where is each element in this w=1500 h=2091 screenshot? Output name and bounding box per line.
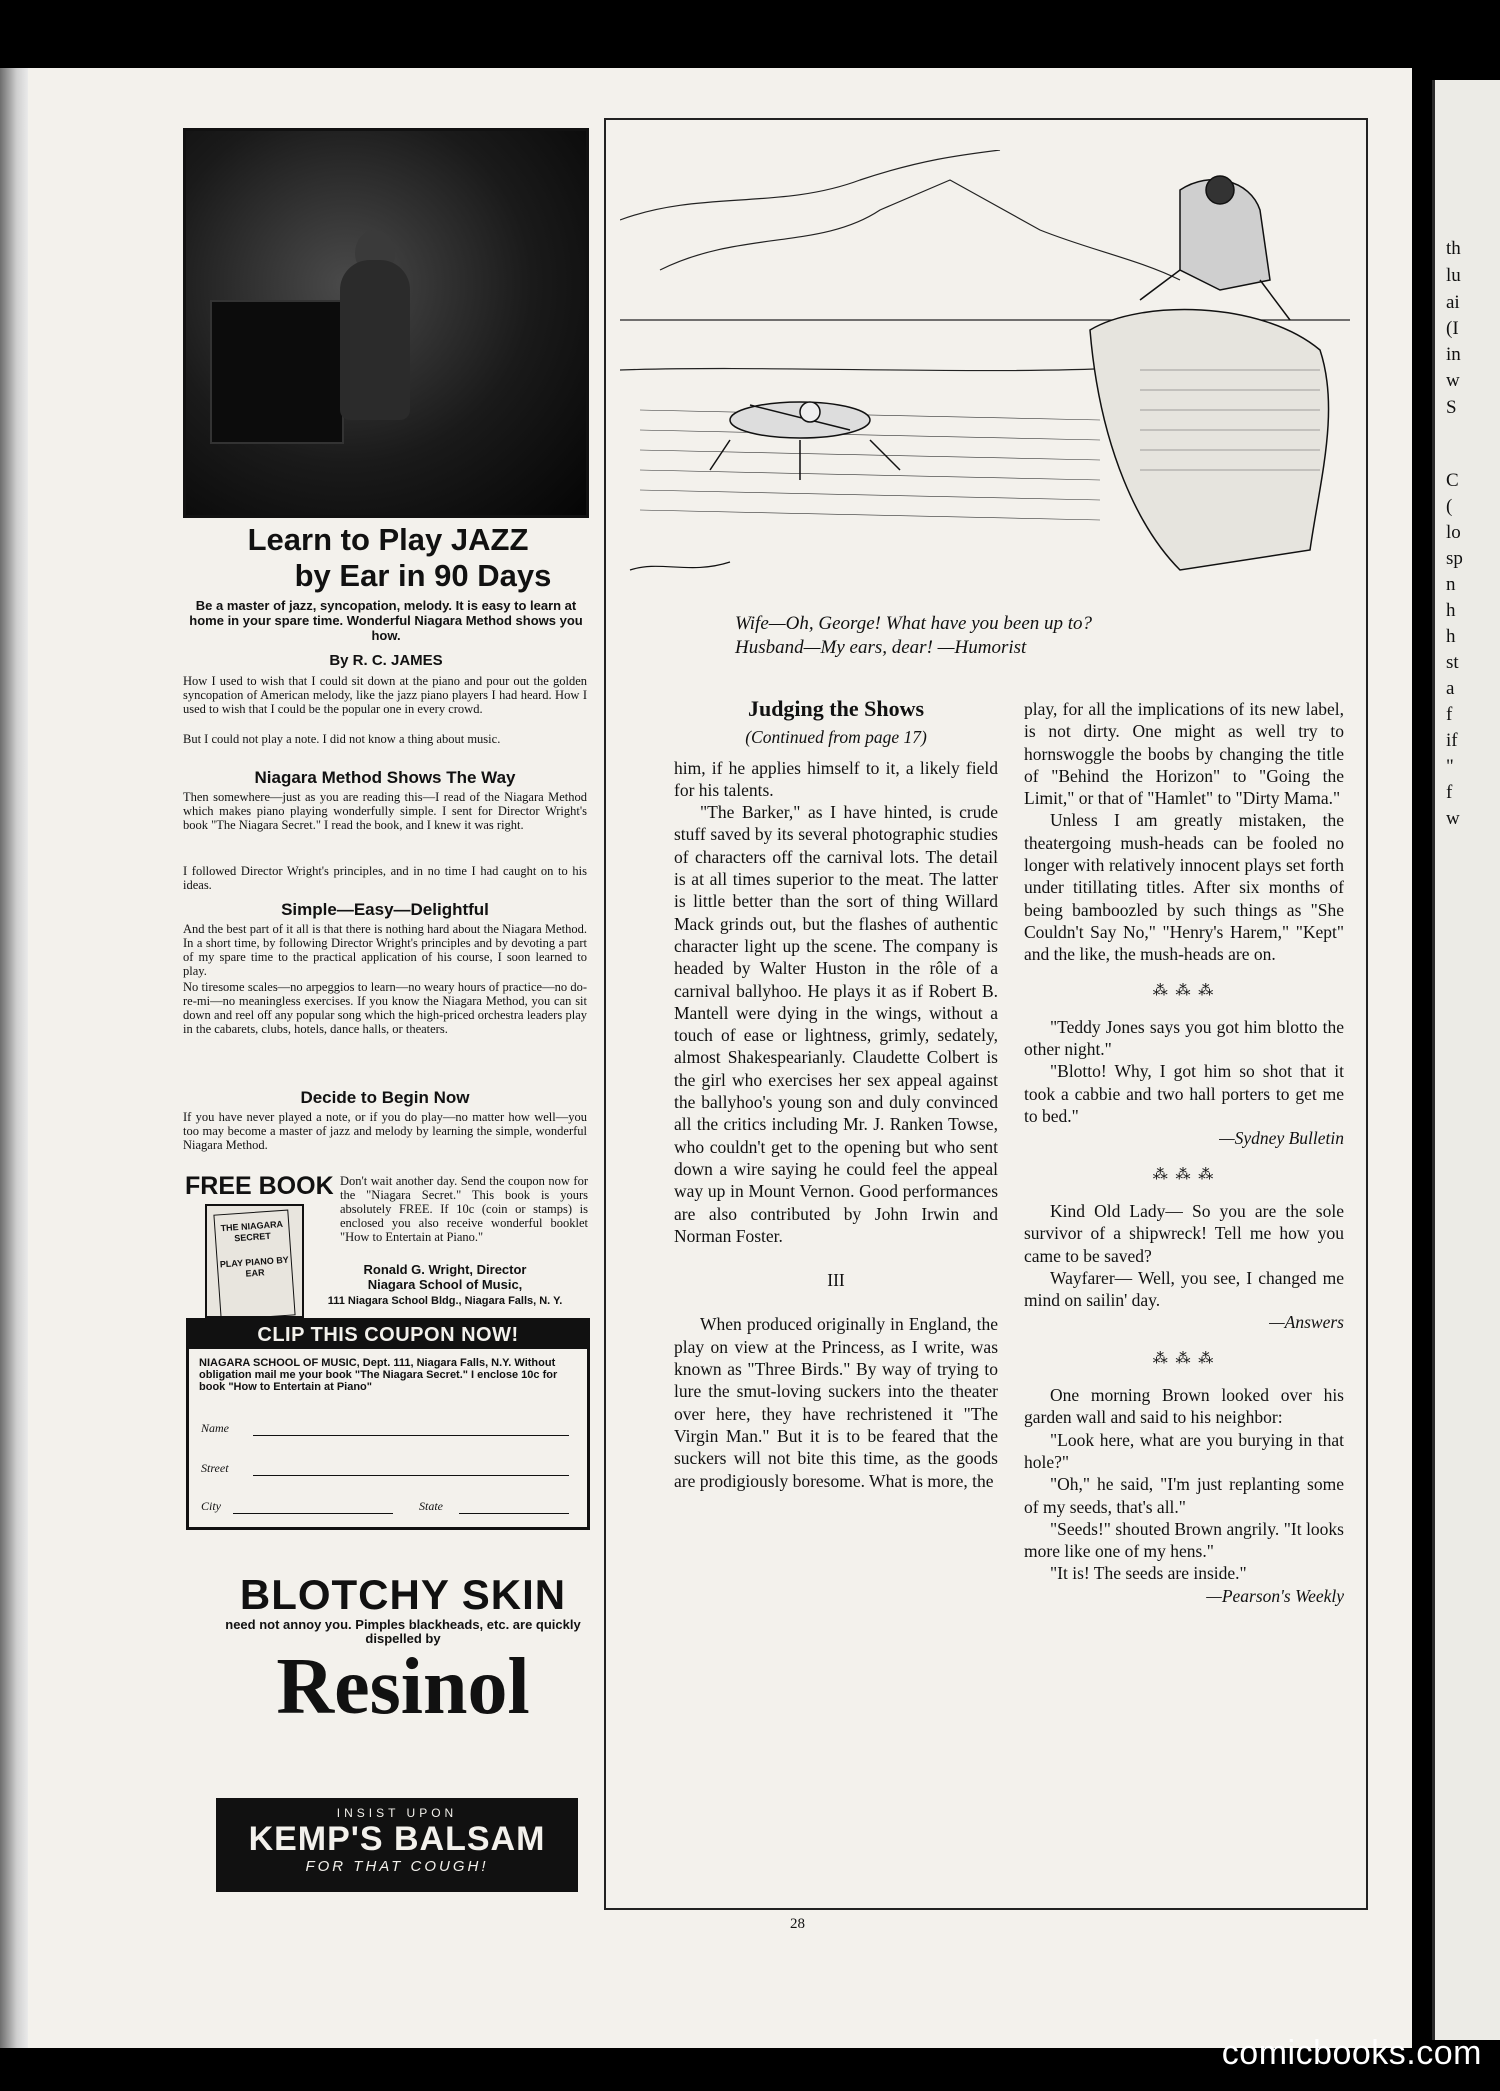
resinol-tagline: need not annoy you. Pimples blackheads, etc. are quickly dispelled by <box>225 1617 581 1646</box>
piano-illustration <box>210 300 344 444</box>
director-name: Ronald G. Wright, Director <box>363 1262 527 1277</box>
fragment: in <box>1446 344 1461 365</box>
ad-paragraph: Then somewhere—just as you are reading this—I read of the Niagara Method which makes piano playing wonderfully simple. I sent for Director Wright's book "The Niagara Secret." I read the book, and I knew it was right. <box>183 790 587 832</box>
pianist-figure <box>340 260 410 420</box>
facing-page <box>1432 80 1500 2040</box>
section-number: III <box>827 1270 845 1291</box>
niagara-secret-book-icon <box>205 1204 304 1318</box>
section-divider: ⁂ ⁂ ⁂ <box>1152 1166 1216 1183</box>
joke-line: "Seeds!" shouted Brown angrily. "It looks more like one of my hens." <box>1024 1518 1344 1562</box>
article-paragraph: play, for all the implications of its new label, is not dirty. One might as well try to hornswoggle the boobs by changing the title of "Behind the Horizon" to "Going the Limit," or that of "Hamlet" to "Dirty Mama." <box>1024 699 1344 809</box>
article-column-2 <box>1024 698 1344 1607</box>
section-divider: ⁂ ⁂ ⁂ <box>1152 1350 1216 1367</box>
joke-source: —Pearson's Weekly <box>1206 1585 1344 1606</box>
fragment: th <box>1446 238 1461 259</box>
jazz-ad-byline: By R. C. JAMES <box>329 652 443 669</box>
ad-paragraph: How I used to wish that I could sit down at the piano and pour out the golden syncopation of American melody, like the jazz piano players I had heard. How I used to wish that I could be the popular one in every crowd. <box>183 674 587 716</box>
fragment: h <box>1446 600 1456 621</box>
book-title: THE NIAGARA SECRET <box>220 1218 284 1244</box>
fragment: w <box>1446 808 1460 829</box>
fragment: if <box>1446 730 1458 751</box>
cartoon-illustration <box>620 150 1350 595</box>
joke-line: Wayfarer— Well, you see, I changed me mind on sailin' day. <box>1024 1267 1344 1311</box>
joke-source: —Answers <box>1269 1312 1344 1333</box>
book-subtitle: PLAY PIANO BY EAR <box>219 1254 290 1279</box>
joke-line: "Blotto! Why, I got him so shot that it took a cabbie and two hall porters to get me to bed." <box>1024 1061 1344 1127</box>
fragment: st <box>1446 652 1459 673</box>
resinol-ad <box>222 1572 584 1740</box>
ad-subheading: Decide to Begin Now <box>300 1088 470 1107</box>
kemp-bottom-line: FOR THAT COUGH! <box>305 1858 489 1875</box>
street-field[interactable] <box>253 1475 569 1476</box>
state-field[interactable] <box>459 1513 569 1514</box>
article-column-1 <box>674 698 998 1492</box>
article-paragraph: Unless I am greatly mistaken, the theatergoing mush-heads can be fooled no longer with relatively innocent plays set forth under titillating titles. After six months of being bamboozled by such things as "She Couldn't Say No," "Henry's Harem," "Kept" and the like, the mush-heads are on. <box>1024 810 1344 965</box>
joke-line: One morning Brown looked over his garden wall and said to his neighbor: <box>1024 1385 1344 1428</box>
section-divider: ⁂ ⁂ ⁂ <box>1152 982 1216 999</box>
ad-paragraph: And the best part of it all is that there is nothing hard about the Niagara Method. In a short time, by following Director Wright's principles and by devoting a part of my spare time to the practical application of his course, I soon learned to play. <box>183 922 587 978</box>
name-field[interactable] <box>253 1435 569 1436</box>
fragment: (I <box>1446 318 1459 339</box>
jazz-ad-title <box>178 522 598 594</box>
coupon-text: NIAGARA SCHOOL OF MUSIC, Dept. 111, Niagara Falls, N.Y. Without obligation mail me your book "The Niagara Secret." I enclose 10c for book "How to Entertain at Piano" <box>199 1357 558 1393</box>
joke-line: "Teddy Jones says you got him blotto the other night." <box>1024 1016 1344 1060</box>
fragment: n <box>1446 574 1456 595</box>
title-line-1: Learn to Play JAZZ <box>247 522 529 557</box>
city-label: City <box>201 1499 221 1513</box>
name-label: Name <box>201 1421 229 1435</box>
title-line-2: by Ear in 90 Days <box>294 558 552 593</box>
kemp-top-line: INSIST UPON <box>336 1806 458 1820</box>
resinol-brand: Resinol <box>276 1643 530 1731</box>
street-label: Street <box>201 1461 229 1475</box>
ad-subheading: Simple—Easy—Delightful <box>281 900 489 919</box>
city-field[interactable] <box>233 1513 393 1514</box>
continued-note: (Continued from page 17) <box>745 727 927 748</box>
ad-paragraph: I followed Director Wright's principles, and in no time I had caught on to his ideas. <box>183 864 587 892</box>
school-name: Niagara School of Music, <box>367 1277 523 1292</box>
kemps-balsam-ad <box>216 1798 578 1892</box>
article-paragraph: him, if he applies himself to it, a likely field for his talents. <box>674 757 998 800</box>
fragment: w <box>1446 370 1460 391</box>
fragment: S <box>1446 397 1457 418</box>
free-book-label: FREE BOOK <box>185 1172 334 1200</box>
fragment: lu <box>1446 265 1461 286</box>
coupon-form[interactable] <box>186 1318 590 1530</box>
joke-line: "Oh," he said, "I'm just replanting some of my seeds, that's all." <box>1024 1474 1344 1517</box>
free-book-text: Don't wait another day. Send the coupon now for the "Niagara Secret." This book is yours absolutely FREE. If 10c (coin or stamps) is enclosed you also receive wonderful booklet "How to Entertain at Piano." <box>340 1174 588 1244</box>
book-spine <box>0 68 28 2048</box>
ad-subheading: Niagara Method Shows The Way <box>254 768 516 787</box>
ad-paragraph: No tiresome scales—no arpeggios to learn—no weary hours of practice—no do-re-mi—no meaningless exercises. If you know the Niagara Method, you can sit down and reel off any popular song which the high-priced orchestra leaders play in the cabarets, clubs, hotels, dance halls, or theaters. <box>183 980 587 1036</box>
state-label: State <box>419 1499 443 1513</box>
jazz-ad-subtitle: Be a master of jazz, syncopation, melody. It is easy to learn at home in your spare time. Wonderful Niagara Method shows you how. <box>189 598 583 643</box>
page-number: 28 <box>790 1916 805 1932</box>
article-paragraph: When produced originally in England, the play on view at the Princess, as I write, was known as "Three Birds." By way of trying to lure the smut-loving suckers into the theater over here, they have rechristened it "The Virgin Man." But it is to be feared that the suckers will not bite this time, as the goods are prodigiously boresome. What is more, the <box>674 1314 998 1491</box>
joke-line: "Look here, what are you burying in that hole?" <box>1024 1429 1344 1472</box>
fragment: f <box>1446 704 1453 725</box>
fragment: ( <box>1446 496 1453 517</box>
fragment: " <box>1446 756 1454 777</box>
school-address: 111 Niagara School Bldg., Niagara Falls, N. Y. <box>327 1295 563 1307</box>
fragment: a <box>1446 678 1455 699</box>
fragment: f <box>1446 782 1453 803</box>
article-paragraph: "The Barker," as I have hinted, is crude stuff saved by its several photographic studies of characters off the carnival lots. The detail is at all times superior to the meat. The latter is little better than the sort of thing Willard Mack grinds out, but the flashes of authentic character light up the scene. The company is headed by Walter Huston in the rôle of a carnival ballyhoo. He plays it as if Robert B. Mantell were dying in the wings, without a touch of ease or lightness, grimly, sedately, almost Shakespearianly. Claudette Colbert is the girl who exercises her sex appeal against the ballyhoo's young son and duly convinced all the critics including Mr. J. Ranken Towse, who couldn't get to the opening but who sent down a wire saying he could feel the appeal way up in Mount Vernon. Good performances are also contributed by John Irwin and Norman Foster. <box>674 802 998 1246</box>
joke-line: "It is! The seeds are inside." <box>1050 1563 1247 1584</box>
fragment: sp <box>1446 548 1463 569</box>
ad-paragraph: If you have never played a note, or if you do play—no matter how well—you too may become a master of jazz and melody by learning the simple, wonderful Niagara Method. <box>183 1110 587 1152</box>
site-watermark: comicbooks.com <box>1221 2034 1482 2072</box>
ad-paragraph: But I could not play a note. I did not know a thing about music. <box>183 732 501 746</box>
kemp-brand: KEMP'S BALSAM <box>248 1820 546 1858</box>
joke-line: Kind Old Lady— So you are the sole survivor of a shipwreck! Tell me how you came to be saved? <box>1024 1200 1344 1266</box>
fragment: ai <box>1446 292 1460 313</box>
caption-line-2: Husband—My ears, dear! —Humorist <box>735 637 1027 658</box>
resinol-headline: BLOTCHY SKIN <box>239 1571 567 1618</box>
article-heading: Judging the Shows <box>747 696 925 721</box>
coupon-header: CLIP THIS COUPON NOW! <box>189 1321 587 1349</box>
fragment: C <box>1446 470 1459 491</box>
fragment: h <box>1446 626 1456 647</box>
fragment: lo <box>1446 522 1461 543</box>
cartoon-caption <box>735 612 1092 660</box>
joke-source: —Sydney Bulletin <box>1219 1128 1344 1149</box>
caption-line-1: Wife—Oh, George! What have you been up to? <box>735 613 1093 634</box>
